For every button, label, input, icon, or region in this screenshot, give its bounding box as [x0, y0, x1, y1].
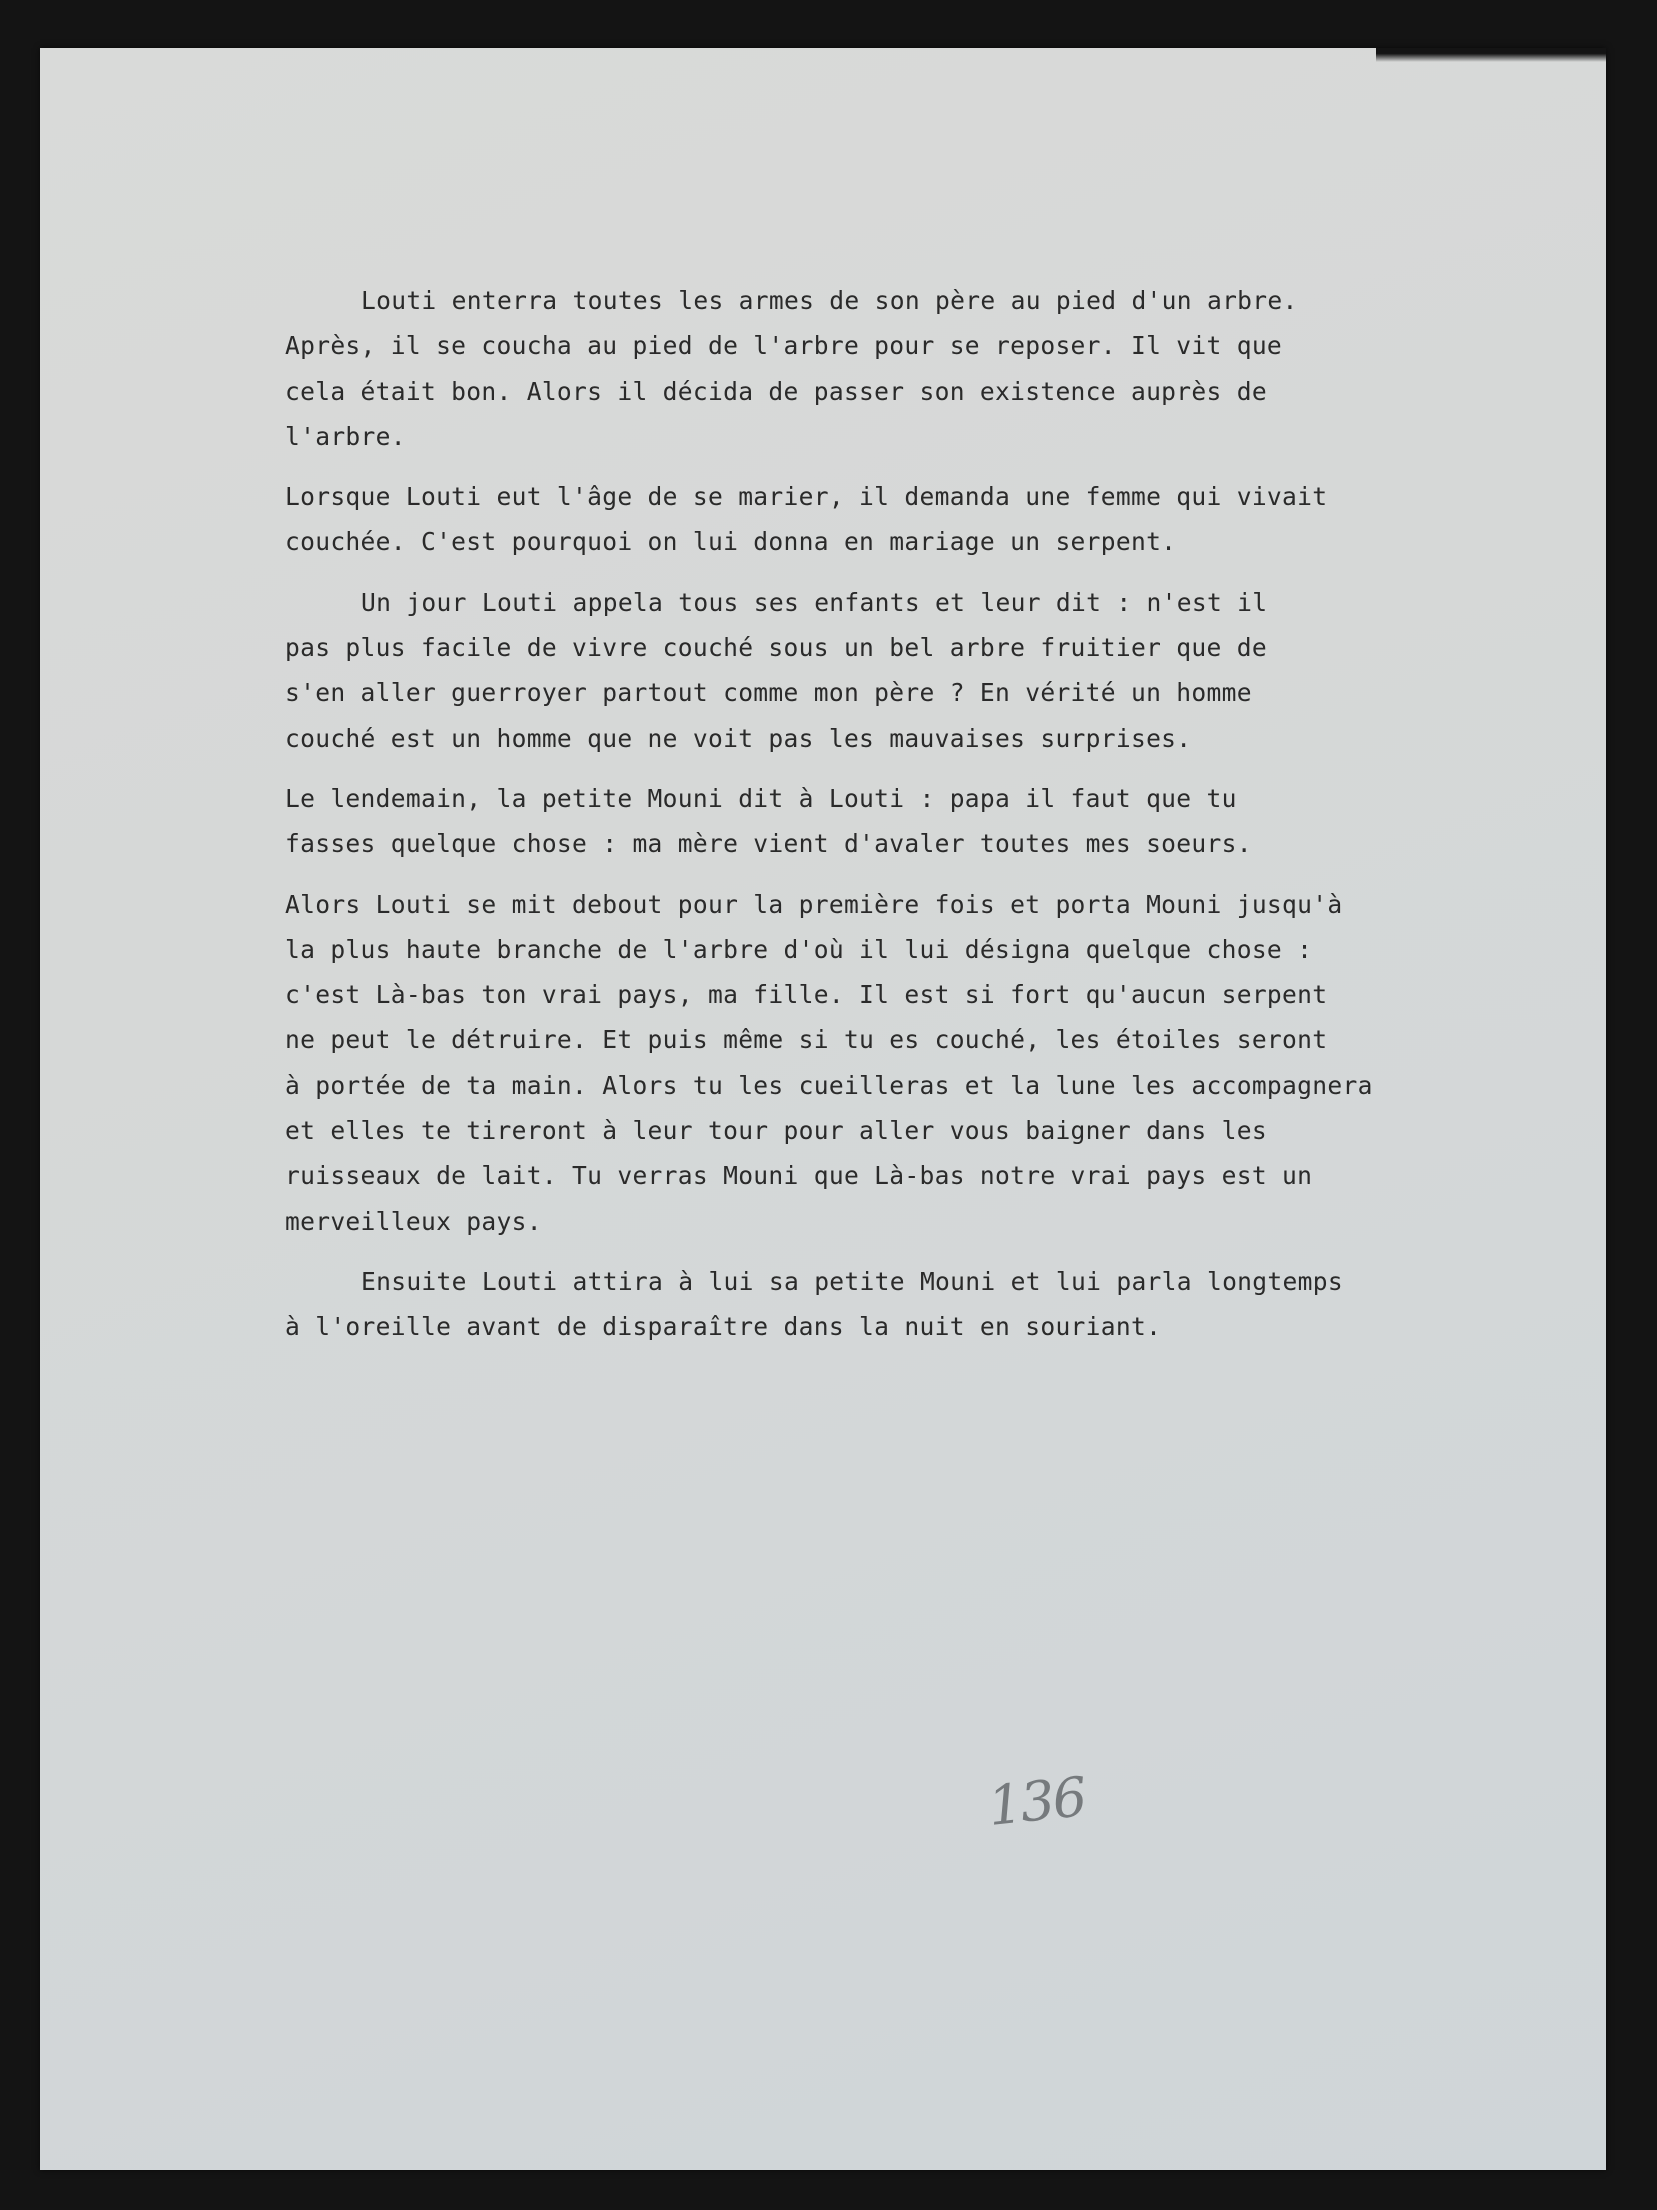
paragraph-3: Un jour Louti appela tous ses enfants et leur dit : n'est il pas plus facile de vivre couché sous un bel arbre fruitier que de s'en aller guerroyer partout comme mon père ? En vérité un homme couché est un homme que ne voit pas les mauvaises surprises.: [285, 587, 1268, 753]
typed-text-body: [285, 278, 1485, 1365]
paragraph-6: Ensuite Louti attira à lui sa petite Mouni et lui parla longtemps à l'oreille avant de disparaître dans la nuit en souriant.: [285, 1266, 1343, 1342]
torn-corner: [1376, 48, 1606, 62]
paragraph-4: Le lendemain, la petite Mouni dit à Louti : papa il faut que tu fasses quelque chose : ma mère vient d'avaler toutes mes soeurs.: [285, 783, 1252, 859]
paragraph-1: Louti enterra toutes les armes de son père au pied d'un arbre. Après, il se coucha au pied de l'arbre pour se reposer. Il vit que cela était bon. Alors il décida de passer son existence auprès de l'arbre.: [285, 286, 1298, 451]
paragraph-2: Lorsque Louti eut l'âge de se marier, il demanda une femme qui vivait couchée. C'est pourquoi on lui donna en mariage un serpent.: [285, 482, 1328, 557]
paragraph-5: Alors Louti se mit debout pour la première fois et porta Mouni jusqu'à la plus haute branche de l'arbre d'où il lui désigna quelque chose : c'est Là-bas ton vrai pays, ma fille. Il est si fort qu'aucun serpent ne peut le détruire. Et puis même si tu es couché, les étoiles seront à portée de ta main. Alors tu les cueilleras et la lune les accompagnera et elles te tireront à leur tour pour aller vous baigner dans les ruisseaux de lait. Tu verras Mouni que Là-bas notre vrai pays est un merveilleux pays.: [285, 889, 1373, 1236]
handwritten-page-number: 136: [984, 1765, 1089, 1838]
